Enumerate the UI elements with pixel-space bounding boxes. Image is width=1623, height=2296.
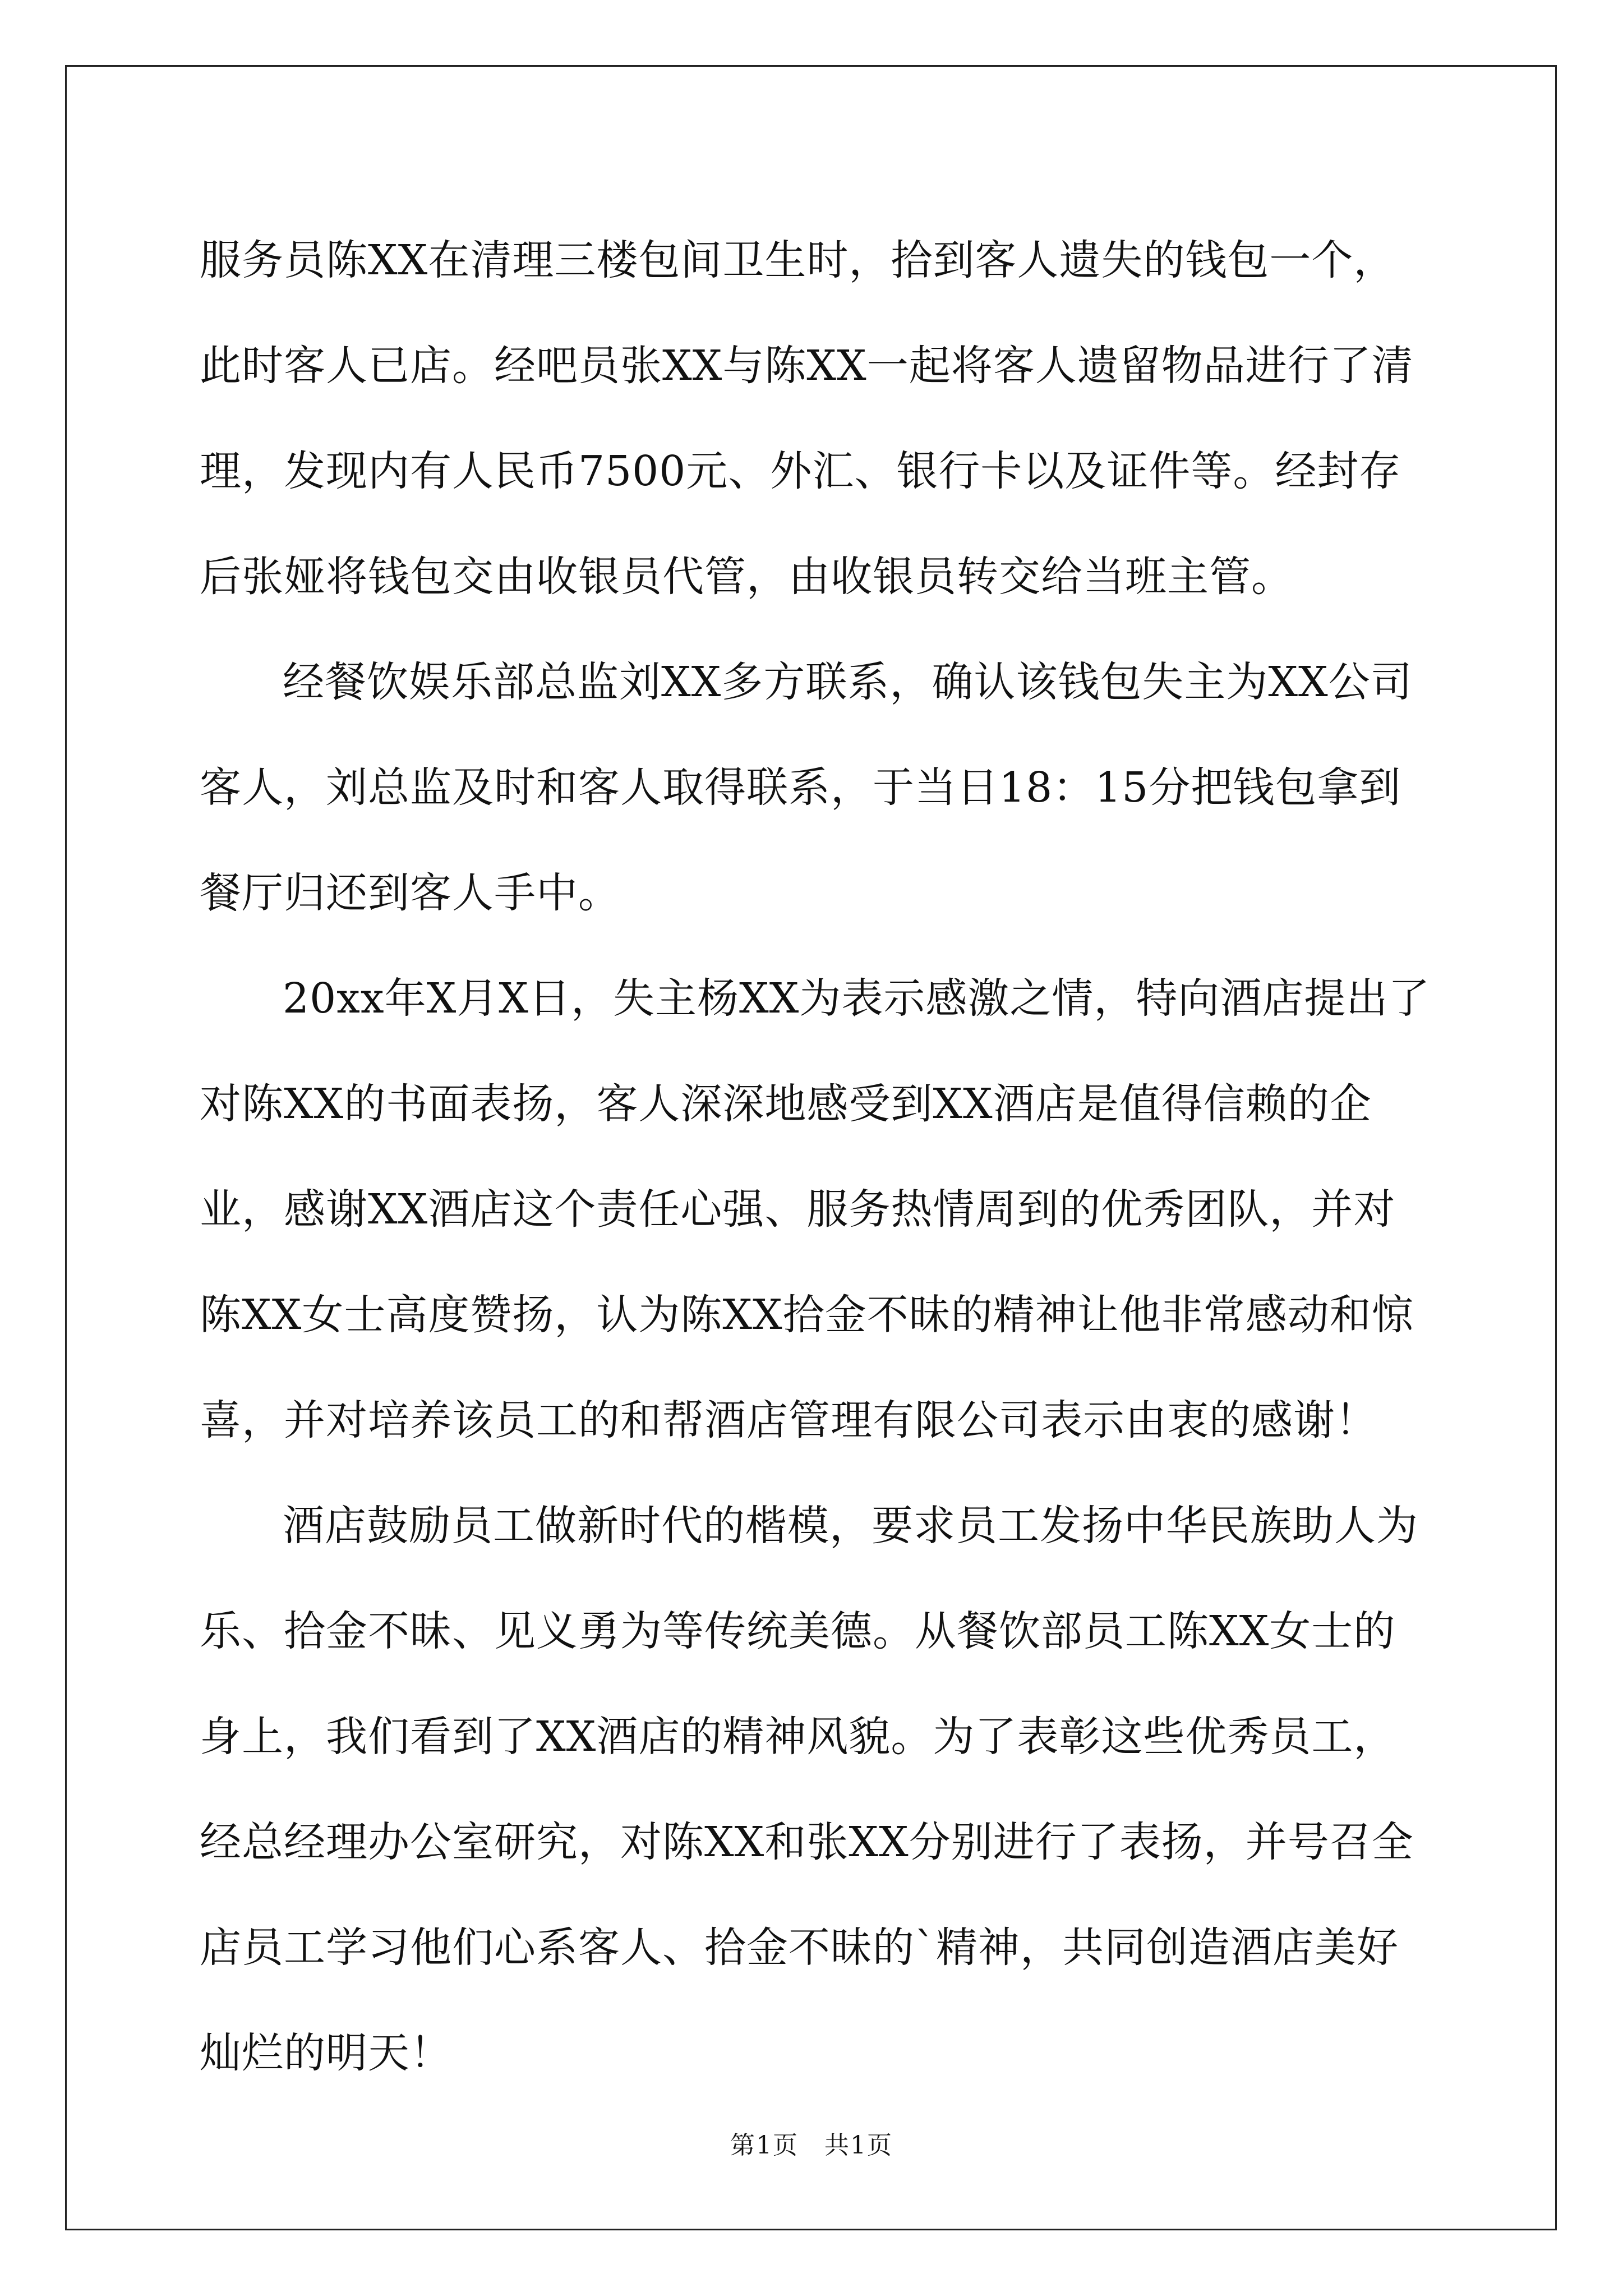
paragraph-4: 酒店鼓励员工做新时代的楷模，要求员工发扬中华民族助人为乐、拾金不昧、见义勇为等传统美德。从餐饮部员工陈XX女士的身上，我们看到了XX酒店的精神风貌。为了表彰这些优秀员工，经总经理办公室研究，对陈XX和张XX分别进行了表扬，并号召全店员工学习他们心系客人、拾金不昧的`精神，共同创造酒店美好灿烂的明天！ (200, 1502, 1418, 2077)
paragraph-2: 经餐饮娱乐部总监刘XX多方联系，确认该钱包失主为XX公司客人，刘总监及时和客人取得联系，于当日18：15分把钱包拿到餐厅归还到客人手中。 (200, 658, 1413, 917)
paragraph-1: 服务员陈XX在清理三楼包间卫生时，拾到客人遗失的钱包一个，此时客人已店。经吧员张XX与陈XX一起将客人遗留物品进行了清理，发现内有人民币7500元、外汇、银行卡以及证件等。经封存后张娅将钱包交由收银员代管，由收银员转交给当班主管。 (200, 236, 1414, 601)
page-number-label: 第1页 共1页 (730, 2131, 893, 2160)
document-body (200, 208, 1433, 2106)
page-footer (0, 2125, 1623, 2161)
paragraph-3: 20xx年X月X日，失主杨XX为表示感激之情，特向酒店提出了对陈XX的书面表扬，客人深深地感受到XX酒店是值得信赖的企业，感谢XX酒店这个责任心强、服务热情周到的优秀团队，并对陈XX女士高度赞扬，认为陈XX拾金不昧的精神让他非常感动和惊喜，并对培养该员工的和帮酒店管理有限公司表示由衷的感谢！ (200, 974, 1431, 1444)
